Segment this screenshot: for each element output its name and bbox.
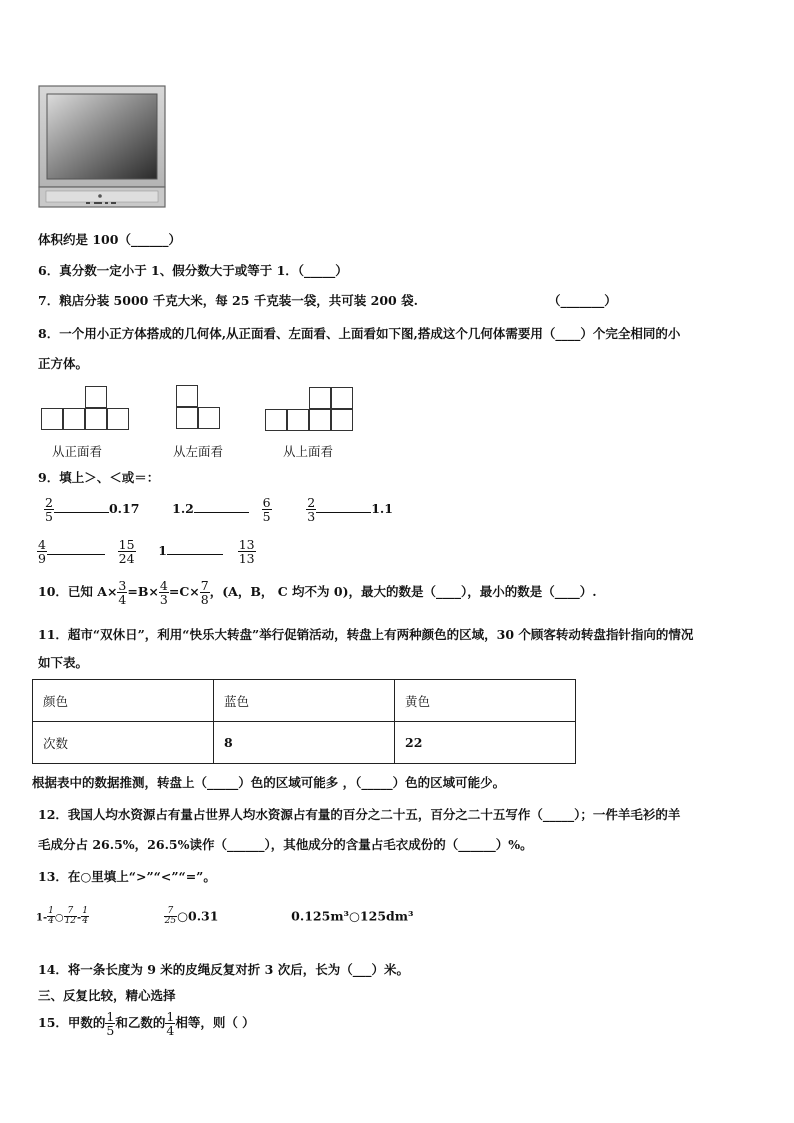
question-9-title: 9．填上＞、＜或＝：	[38, 470, 160, 485]
question-14: 14．将一条长度为 9 米的皮绳反复对折 3 次后，长为（___）米。	[38, 962, 409, 977]
tv-volume-question: 体积约是 100（______）	[38, 232, 181, 247]
fraction-2-5: $\frac{2}{5}$	[45, 495, 53, 525]
table-row	[33, 680, 576, 722]
table-row	[33, 722, 576, 764]
question-8-line2: 正方体。	[38, 356, 89, 371]
question-11-line1: 11．超市“双休日”，利用“快乐大转盘”举行促销活动，转盘上有两种颜色的区域，30 个顾客转动转盘指针指向的情况	[38, 627, 694, 642]
left-view-label: 从左面看	[173, 444, 224, 459]
table-cell: 次数	[33, 722, 214, 764]
fraction-15-24: $\frac{15}{24}$	[118, 537, 135, 567]
table-cell: 8	[214, 722, 395, 764]
question-15: 15．甲数的 $\frac{1}{5}$ 和乙数的 $\frac{1}{4}$ 相等，则（ ）	[38, 1009, 255, 1039]
question-12-line1: 12．我国人均水资源占有量占世界人均水资源占有量的百分之二十五，百分之二十五写作（_____）；一件羊毛衫的羊	[38, 807, 681, 822]
front-view-label: 从正面看	[52, 444, 103, 459]
question-6: 6．真分数一定小于 1、假分数大于或等于 1．（_____）	[38, 263, 348, 278]
fraction-6-5: $\frac{6}{5}$	[262, 495, 271, 525]
top-view-label: 从上面看	[283, 444, 334, 459]
fraction-4-9: $\frac{4}{9}$	[38, 537, 46, 567]
question-11-prompt: 根据表中的数据推测，转盘上（_____）色的区域可能多 ，（_____）色的区域可能少。	[32, 775, 506, 790]
question-12-line2: 毛成分占 26.5%，26.5%读作（______），其他成分的含量占毛衣成份的（______）%。	[38, 837, 533, 852]
question-10: 10．已知 A× $\frac{3}{4}$ =B× $\frac{4}{3}$ =C× $\frac{7}{8}$ ，(A，B， C 均不为 0)，最大的数是（____），最小的数是（____）.	[38, 578, 597, 608]
table-cell: 黄色	[395, 680, 576, 722]
table-cell: 蓝色	[214, 680, 395, 722]
question-13-title: 13．在○里填上“>”“<”“=”。	[38, 869, 216, 884]
television-image	[38, 85, 166, 210]
table-cell: 22	[395, 722, 576, 764]
question-13-expressions: 1- $\frac{1}{4}$ ○ $\frac{7}{12}$ - $\frac{1}{4}$ $\frac{7}{25}$ ○0.31 0.125m³○125dm³	[36, 906, 414, 927]
question-11-line2: 如下表。	[38, 655, 89, 670]
fraction-13-13: $\frac{13}{13}$	[238, 537, 255, 567]
question-7-answer-blank: （_______）	[548, 293, 617, 308]
question-7: 7．粮店分装 5000 千克大米，每 25 千克装一袋，共可装 200 袋.	[38, 293, 418, 308]
table-cell: 颜色	[33, 680, 214, 722]
question-9-row1: $\frac{2}{5}$ 0.17 1.2 $\frac{6}{5}$ $\frac{2}{3}$ 1.1	[45, 495, 393, 525]
question-9-row2: $\frac{4}{9}$ $\frac{15}{24}$ 1 $\frac{13}{13}$	[38, 537, 255, 567]
section-3-heading: 三、反复比较，精心选择	[38, 988, 176, 1003]
question-8-line1: 8．一个用小正方体搭成的几何体,从正面看、左面看、上面看如下图,搭成这个几何体需要用（____）个完全相同的小	[38, 326, 681, 341]
fraction-2-3: $\frac{2}{3}$	[307, 495, 316, 525]
spin-result-table	[32, 679, 576, 764]
